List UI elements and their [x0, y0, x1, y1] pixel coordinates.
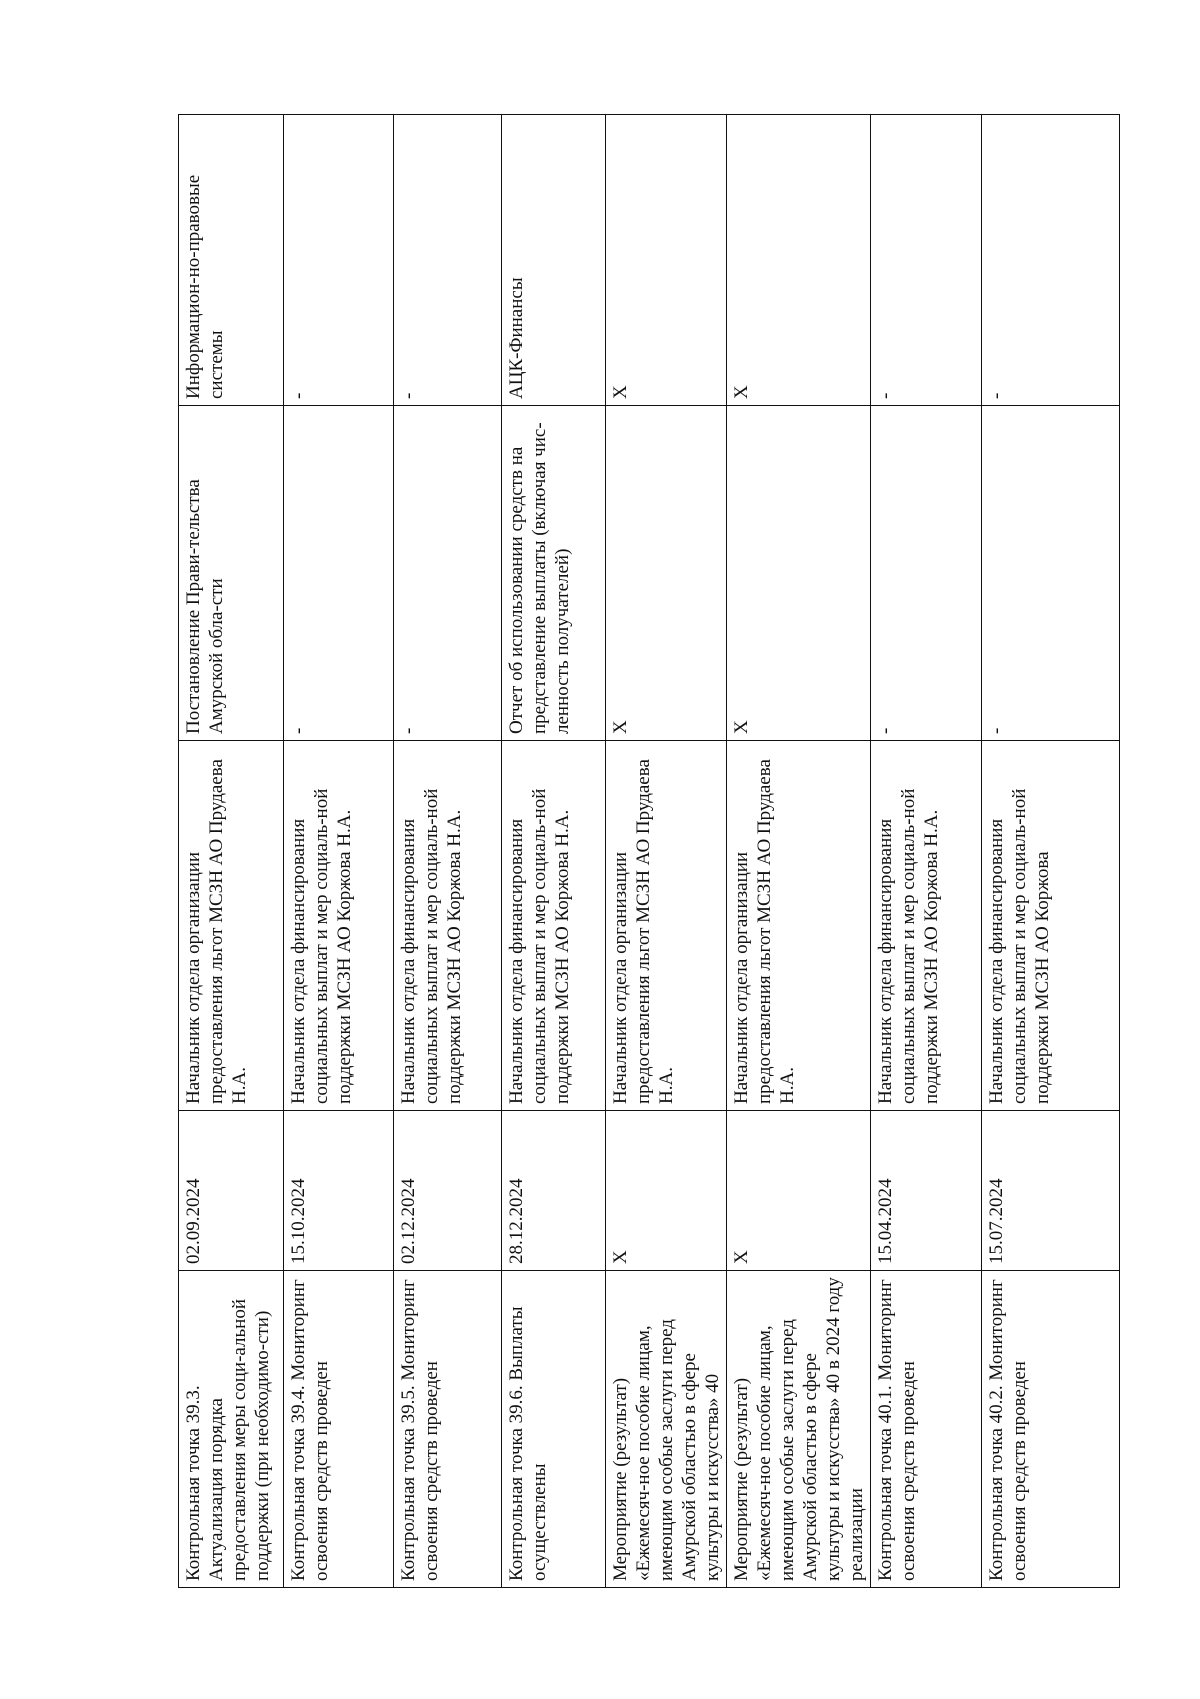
date-cell: X — [606, 1111, 727, 1271]
table-row — [982, 115, 1120, 1588]
table-row — [606, 115, 727, 1588]
table-row — [502, 115, 606, 1588]
responsible-cell: Начальник отдела организации предоставления льгот МСЗН АО Прудаева Н.А. — [179, 741, 284, 1111]
responsible-cell: Начальник отдела финансирования социальных выплат и мер социаль-ной поддержки МСЗН АО Коржова Н.А. — [394, 741, 502, 1111]
document-cell: X — [606, 406, 727, 741]
event-cell: Мероприятие (результат) «Ежемесяч-ное пособие лицам, имеющим особые заслуги перед Амурской областью в сфере культуры и искусства» 40 — [606, 1271, 727, 1588]
event-cell: Мероприятие (результат) «Ежемесяч-ное пособие лицам, имеющим особые заслуги перед Амурской областью в сфере культуры и искусства» 40 в 2024 году реализации — [727, 1271, 871, 1588]
date-cell: 15.04.2024 — [871, 1111, 982, 1271]
document-cell: X — [727, 406, 871, 741]
event-cell: Контрольная точка 40.2. Мониторинг освоения средств проведен — [982, 1271, 1120, 1588]
date-cell: 15.10.2024 — [284, 1111, 394, 1271]
table-row — [284, 115, 394, 1588]
system-cell: - — [871, 115, 982, 406]
system-cell: X — [606, 115, 727, 406]
date-cell: 28.12.2024 — [502, 1111, 606, 1271]
event-cell: Контрольная точка 39.5. Мониторинг освоения средств проведен — [394, 1271, 502, 1588]
event-cell: Контрольная точка 39.3. Актуализация порядка предоставления меры соци-альной поддержки (при необходимо-сти) — [179, 1271, 284, 1588]
document-cell: - — [871, 406, 982, 741]
responsible-cell: Начальник отдела финансирования социальных выплат и мер социаль-ной поддержки МСЗН АО Коржова Н.А. — [502, 741, 606, 1111]
event-cell: Контрольная точка 40.1. Мониторинг освоения средств проведен — [871, 1271, 982, 1588]
system-cell: - — [982, 115, 1120, 406]
responsible-cell: Начальник отдела финансирования социальных выплат и мер социаль-ной поддержки МСЗН АО Коржова — [982, 741, 1120, 1111]
system-cell: - — [284, 115, 394, 406]
document-cell: Отчет об использовании средств на представление выплаты (включая чис-ленность получателей) — [502, 406, 606, 741]
date-cell: 15.07.2024 — [982, 1111, 1120, 1271]
responsible-cell: Начальник отдела организации предоставления льгот МСЗН АО Прудаева Н.А. — [727, 741, 871, 1111]
document-cell: Постановление Прави-тельства Амурской обла-сти — [179, 406, 284, 741]
system-cell: Информацион-но-правовые системы — [179, 115, 284, 406]
document-cell: - — [394, 406, 502, 741]
system-cell: АЦК-Финансы — [502, 115, 606, 406]
responsible-cell: Начальник отдела финансирования социальных выплат и мер социаль-ной поддержки МСЗН АО Коржова Н.А. — [871, 741, 982, 1111]
table-row — [871, 115, 982, 1588]
rotated-table-container — [178, 115, 1098, 1588]
responsible-cell: Начальник отдела организации предоставления льгот МСЗН АО Прудаева Н.А. — [606, 741, 727, 1111]
event-cell: Контрольная точка 39.6. Выплаты осуществлены — [502, 1271, 606, 1588]
system-cell: - — [394, 115, 502, 406]
date-cell: 02.09.2024 — [179, 1111, 284, 1271]
table-row — [179, 115, 284, 1588]
document-cell: - — [982, 406, 1120, 741]
table-row — [727, 115, 871, 1588]
document-cell: - — [284, 406, 394, 741]
system-cell: X — [727, 115, 871, 406]
date-cell: X — [727, 1111, 871, 1271]
date-cell: 02.12.2024 — [394, 1111, 502, 1271]
event-cell: Контрольная точка 39.4. Мониторинг освоения средств проведен — [284, 1271, 394, 1588]
responsible-cell: Начальник отдела финансирования социальных выплат и мер социаль-ной поддержки МСЗН АО Коржова Н.А. — [284, 741, 394, 1111]
table-row — [394, 115, 502, 1588]
control-points-table — [178, 114, 1120, 1588]
